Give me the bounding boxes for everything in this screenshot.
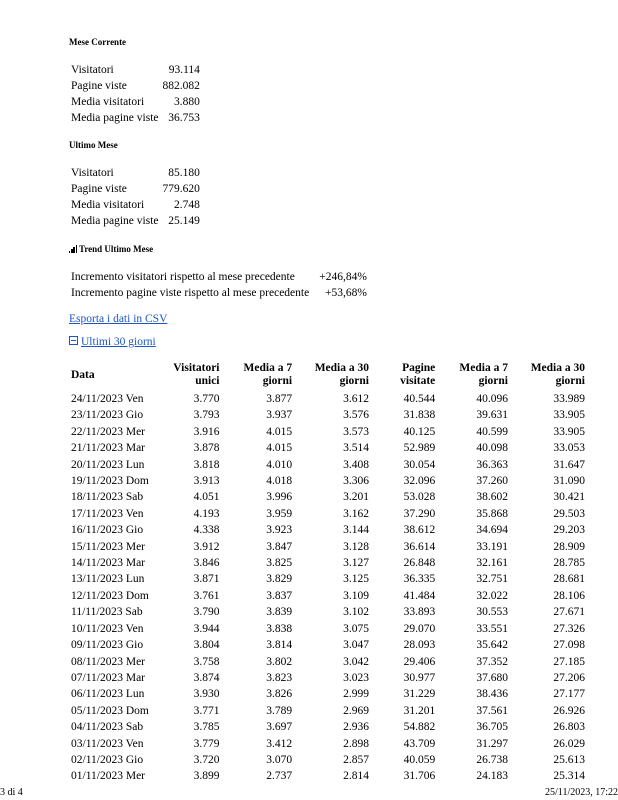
value-cell: 3.837 <box>266 589 293 602</box>
daily-stats-table <box>69 362 587 785</box>
stat-label: Media pagine viste <box>71 112 159 124</box>
value-cell: 3.839 <box>266 606 293 619</box>
date-cell: 08/11/2023 Mer <box>71 655 145 668</box>
value-cell: 33.893 <box>403 606 436 619</box>
value-cell: 3.826 <box>266 688 293 701</box>
value-cell: 3.514 <box>343 442 369 455</box>
value-cell: 3.761 <box>193 589 220 602</box>
value-cell: 3.937 <box>266 409 293 422</box>
stat-value: 3.880 <box>174 96 200 108</box>
column-header: Media a 30 giorni <box>314 362 369 387</box>
trend-row <box>69 269 369 285</box>
value-cell: 54.882 <box>403 721 436 734</box>
value-cell: 3.878 <box>193 442 220 455</box>
stat-label: Visitatori <box>71 64 114 76</box>
print-timestamp: 25/11/2023, 17:22 <box>545 787 618 798</box>
value-cell: 26.848 <box>403 557 436 570</box>
value-cell: 27.326 <box>553 622 585 635</box>
trend-row <box>69 285 369 301</box>
last-month-row <box>69 197 202 213</box>
table-row <box>69 768 587 784</box>
column-header: Data <box>71 368 95 381</box>
value-cell: 3.959 <box>266 507 293 520</box>
value-cell: 26.738 <box>476 753 508 766</box>
value-cell: 33.191 <box>476 540 508 553</box>
table-row <box>69 670 587 686</box>
table-row <box>69 440 587 456</box>
value-cell: 3.023 <box>343 671 369 684</box>
value-cell: 3.923 <box>266 524 293 537</box>
value-cell: 4.338 <box>193 524 220 537</box>
column-header: Media a 7 giorni <box>459 362 508 387</box>
value-cell: 37.680 <box>476 671 508 684</box>
value-cell: 29.070 <box>403 622 436 635</box>
value-cell: 3.874 <box>193 671 220 684</box>
table-row <box>69 391 587 407</box>
value-cell: 40.125 <box>403 425 436 438</box>
table-row <box>69 736 587 752</box>
value-cell: 37.290 <box>403 507 436 520</box>
value-cell: 3.930 <box>193 688 220 701</box>
value-cell: 37.352 <box>476 655 508 668</box>
value-cell: 3.996 <box>266 491 293 504</box>
value-cell: 43.709 <box>403 737 436 750</box>
date-cell: 09/11/2023 Gio <box>71 639 144 652</box>
value-cell: 27.098 <box>553 639 585 652</box>
stat-value: 882.082 <box>162 80 200 92</box>
last-30-days-toggle[interactable] <box>69 336 156 348</box>
date-cell: 21/11/2023 Mar <box>71 442 145 455</box>
value-cell: 3.720 <box>193 753 220 766</box>
stat-label: Pagine viste <box>71 183 127 195</box>
value-cell: 3.306 <box>343 475 369 488</box>
table-row <box>69 489 587 505</box>
value-cell: 28.909 <box>553 540 585 553</box>
value-cell: 33.053 <box>553 442 585 455</box>
date-cell: 02/11/2023 Gio <box>71 753 144 766</box>
value-cell: 33.989 <box>553 393 585 405</box>
date-cell: 03/11/2023 Ven <box>71 737 144 750</box>
value-cell: 32.096 <box>403 475 436 488</box>
value-cell: 40.096 <box>476 393 508 405</box>
value-cell: 36.614 <box>403 540 436 553</box>
stat-label: Media pagine viste <box>71 215 159 227</box>
signal-bars-icon <box>69 245 78 253</box>
date-cell: 12/11/2023 Dom <box>71 589 149 602</box>
value-cell: 3.871 <box>193 573 220 586</box>
column-header: Pagine visitate <box>400 362 436 387</box>
column-header: Visitatori unici <box>173 362 220 387</box>
value-cell: 40.544 <box>403 393 436 405</box>
value-cell: 31.201 <box>403 704 436 717</box>
stat-label: Visitatori <box>71 167 114 179</box>
value-cell: 3.573 <box>343 425 369 438</box>
value-cell: 31.297 <box>476 737 508 750</box>
value-cell: 35.868 <box>476 507 508 520</box>
value-cell: 3.829 <box>266 573 293 586</box>
value-cell: 4.015 <box>266 425 293 438</box>
value-cell: 3.899 <box>193 770 220 783</box>
value-cell: 4.010 <box>266 458 293 471</box>
date-cell: 17/11/2023 Ven <box>71 507 144 520</box>
value-cell: 2.999 <box>343 688 369 701</box>
value-cell: 28.681 <box>553 573 585 586</box>
date-cell: 15/11/2023 Mer <box>71 540 145 553</box>
table-row <box>69 539 587 555</box>
current-month-row <box>69 94 202 110</box>
value-cell: 3.804 <box>193 639 220 652</box>
value-cell: 3.793 <box>193 409 220 422</box>
table-row <box>69 506 587 522</box>
date-cell: 11/11/2023 Sab <box>71 606 143 619</box>
date-cell: 16/11/2023 Gio <box>71 524 144 537</box>
value-cell: 28.093 <box>403 639 436 652</box>
stat-label: Media visitatori <box>71 199 145 211</box>
value-cell: 32.751 <box>476 573 508 586</box>
value-cell: 3.109 <box>343 589 369 602</box>
last-month-row <box>69 165 202 181</box>
value-cell: 38.436 <box>476 688 508 701</box>
value-cell: 2.814 <box>343 770 369 783</box>
value-cell: 3.102 <box>343 606 369 619</box>
date-cell: 04/11/2023 Sab <box>71 721 144 734</box>
value-cell: 2.936 <box>343 721 369 734</box>
value-cell: 3.771 <box>193 704 220 717</box>
value-cell: 53.028 <box>403 491 436 504</box>
toggle-label: Ultimi 30 giorni <box>81 336 156 348</box>
value-cell: 24.183 <box>476 770 508 783</box>
date-cell: 19/11/2023 Dom <box>71 475 149 488</box>
value-cell: 31.229 <box>403 688 436 701</box>
current-month-row <box>69 78 202 94</box>
value-cell: 3.162 <box>343 507 369 520</box>
table-row <box>69 424 587 440</box>
value-cell: 28.106 <box>553 589 585 602</box>
value-cell: 31.706 <box>403 770 436 783</box>
column-header: Media a 7 giorni <box>243 362 293 387</box>
value-cell: 38.612 <box>403 524 436 537</box>
value-cell: 36.363 <box>476 458 508 471</box>
collapse-minus-icon <box>69 336 78 345</box>
value-cell: 31.838 <box>403 409 436 422</box>
value-cell: 37.260 <box>476 475 508 488</box>
value-cell: 4.051 <box>193 491 220 504</box>
value-cell: 30.553 <box>476 606 508 619</box>
value-cell: 3.916 <box>193 425 220 438</box>
table-row <box>69 407 587 423</box>
value-cell: 38.602 <box>476 491 508 504</box>
value-cell: 3.697 <box>266 721 293 734</box>
value-cell: 25.314 <box>553 770 585 783</box>
stat-value: 2.748 <box>174 199 200 211</box>
date-cell: 06/11/2023 Lun <box>71 688 145 701</box>
value-cell: 29.406 <box>403 655 436 668</box>
table-row <box>69 719 587 735</box>
table-row <box>69 637 587 653</box>
current-month-row <box>69 62 202 78</box>
stat-label: Incremento visitatori rispetto al mese precedente <box>71 271 295 283</box>
value-cell: 3.758 <box>193 655 220 668</box>
table-header-row <box>69 362 587 391</box>
value-cell: 2.969 <box>343 704 369 717</box>
trend-stats <box>69 269 369 301</box>
value-cell: 26.803 <box>553 721 585 734</box>
value-cell: 40.059 <box>403 753 436 766</box>
value-cell: 3.042 <box>343 655 369 668</box>
value-cell: 32.022 <box>476 589 508 602</box>
value-cell: 3.144 <box>343 524 369 537</box>
value-cell: 26.029 <box>553 737 585 750</box>
stat-value: 36.753 <box>168 112 200 124</box>
date-cell: 24/11/2023 Ven <box>71 393 144 405</box>
value-cell: 32.161 <box>476 557 508 570</box>
trend-title <box>69 244 153 255</box>
table-row <box>69 686 587 702</box>
stat-value: 779.620 <box>162 183 200 195</box>
value-cell: 33.905 <box>553 409 585 422</box>
date-cell: 10/11/2023 Ven <box>71 622 144 635</box>
stat-value: 85.180 <box>168 167 200 179</box>
value-cell: 26.926 <box>553 704 585 717</box>
last-month-row <box>69 181 202 197</box>
value-cell: 3.075 <box>343 622 369 635</box>
value-cell: 3.846 <box>193 557 220 570</box>
value-cell: 3.412 <box>266 737 293 750</box>
table-row <box>69 752 587 768</box>
table-row <box>69 604 587 620</box>
stat-label: Incremento pagine viste rispetto al mese precedente <box>71 287 310 299</box>
value-cell: 3.070 <box>266 753 293 766</box>
stat-value: 93.114 <box>168 64 200 76</box>
table-row <box>69 522 587 538</box>
value-cell: 35.642 <box>476 639 508 652</box>
value-cell: 39.631 <box>476 409 508 422</box>
trend-title-text: Trend Ultimo Mese <box>79 244 154 254</box>
value-cell: 3.825 <box>266 557 293 570</box>
value-cell: 3.789 <box>266 704 293 717</box>
value-cell: 3.576 <box>343 409 369 422</box>
value-cell: 3.913 <box>193 475 220 488</box>
date-cell: 23/11/2023 Gio <box>71 409 144 422</box>
date-cell: 05/11/2023 Dom <box>71 704 149 717</box>
value-cell: 2.898 <box>343 737 369 750</box>
value-cell: 30.054 <box>403 458 436 471</box>
value-cell: 30.421 <box>553 491 585 504</box>
value-cell: 36.335 <box>403 573 436 586</box>
value-cell: 27.185 <box>553 655 585 668</box>
value-cell: 3.201 <box>343 491 369 504</box>
value-cell: 3.612 <box>343 393 369 405</box>
value-cell: 3.785 <box>193 721 220 734</box>
value-cell: 40.098 <box>476 442 508 455</box>
value-cell: 31.090 <box>553 475 585 488</box>
last-month-stats <box>69 165 202 229</box>
current-month-stats <box>69 62 202 126</box>
date-cell: 07/11/2023 Mar <box>71 671 145 684</box>
date-cell: 13/11/2023 Lun <box>71 573 145 586</box>
column-header: Media a 30 giorni <box>530 362 585 387</box>
value-cell: 3.877 <box>266 393 293 405</box>
value-cell: 33.551 <box>476 622 508 635</box>
table-row <box>69 654 587 670</box>
value-cell: 27.177 <box>553 688 585 701</box>
table-row <box>69 555 587 571</box>
value-cell: 3.128 <box>343 540 369 553</box>
stat-value: +246,84% <box>319 271 367 283</box>
value-cell: 3.823 <box>266 671 293 684</box>
date-cell: 14/11/2023 Mar <box>71 557 145 570</box>
value-cell: 3.790 <box>193 606 220 619</box>
value-cell: 27.671 <box>553 606 585 619</box>
value-cell: 2.737 <box>266 770 293 783</box>
stat-value: 25.149 <box>168 215 200 227</box>
value-cell: 3.127 <box>343 557 369 570</box>
last-month-title: Ultimo Mese <box>69 140 118 150</box>
value-cell: 3.847 <box>266 540 293 553</box>
value-cell: 31.647 <box>553 458 585 471</box>
value-cell: 3.818 <box>193 458 220 471</box>
stat-value: +53,68% <box>324 287 367 299</box>
value-cell: 40.599 <box>476 425 508 438</box>
date-cell: 20/11/2023 Lun <box>71 458 145 471</box>
table-row <box>69 703 587 719</box>
current-month-row <box>69 110 202 126</box>
value-cell: 2.857 <box>343 753 369 766</box>
value-cell: 3.770 <box>193 393 220 405</box>
value-cell: 4.193 <box>193 507 220 520</box>
value-cell: 33.905 <box>553 425 585 438</box>
value-cell: 4.018 <box>266 475 293 488</box>
value-cell: 3.408 <box>343 458 369 471</box>
value-cell: 29.203 <box>553 524 585 537</box>
value-cell: 3.838 <box>266 622 293 635</box>
table-row <box>69 473 587 489</box>
table-row <box>69 621 587 637</box>
value-cell: 41.484 <box>403 589 436 602</box>
value-cell: 28.785 <box>553 557 585 570</box>
value-cell: 29.503 <box>553 507 585 520</box>
table-row <box>69 588 587 604</box>
value-cell: 30.977 <box>403 671 436 684</box>
value-cell: 3.912 <box>193 540 220 553</box>
value-cell: 3.802 <box>266 655 293 668</box>
value-cell: 36.705 <box>476 721 508 734</box>
stat-label: Media visitatori <box>71 96 145 108</box>
value-cell: 3.047 <box>343 639 369 652</box>
stat-label: Pagine viste <box>71 80 127 92</box>
date-cell: 22/11/2023 Mer <box>71 425 145 438</box>
value-cell: 25.613 <box>553 753 585 766</box>
page-number: 3 di 4 <box>0 787 23 798</box>
value-cell: 4.015 <box>266 442 293 455</box>
last-month-row <box>69 213 202 229</box>
value-cell: 34.694 <box>476 524 508 537</box>
value-cell: 3.779 <box>193 737 220 750</box>
table-row <box>69 571 587 587</box>
date-cell: 18/11/2023 Sab <box>71 491 144 504</box>
value-cell: 3.814 <box>266 639 293 652</box>
table-row <box>69 457 587 473</box>
value-cell: 3.944 <box>193 622 220 635</box>
export-csv-link[interactable]: Esporta i dati in CSV <box>69 313 168 325</box>
current-month-title: Mese Corrente <box>69 37 127 47</box>
value-cell: 52.989 <box>403 442 436 455</box>
value-cell: 27.206 <box>553 671 585 684</box>
value-cell: 3.125 <box>343 573 369 586</box>
value-cell: 37.561 <box>476 704 508 717</box>
date-cell: 01/11/2023 Mer <box>71 770 145 783</box>
